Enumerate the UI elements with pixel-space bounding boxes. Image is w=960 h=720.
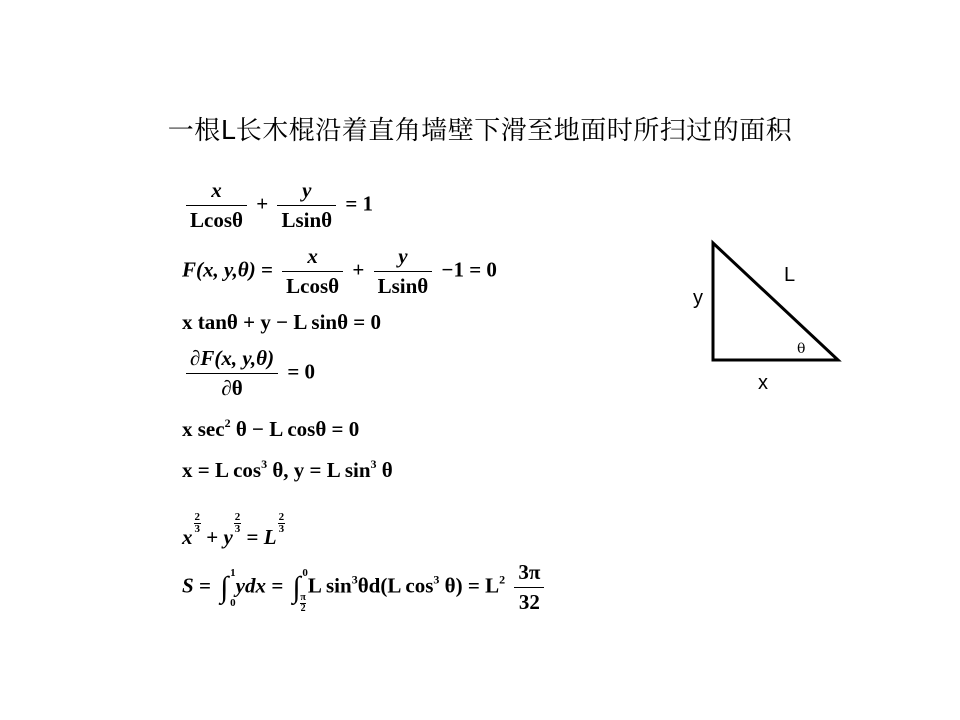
lower-limit-den: 2 — [300, 602, 306, 614]
label-x: x — [758, 372, 768, 394]
integrand: ydx = — [235, 573, 284, 598]
exp-num: 2 — [234, 511, 241, 523]
denominator: Lcosθ — [286, 274, 340, 298]
lower-limit: 0 — [230, 596, 236, 609]
equation-3: x tanθ + y − L sinθ = 0 — [182, 310, 382, 334]
denominator: Lsinθ — [281, 208, 333, 232]
exp-den: 3 — [194, 523, 200, 535]
triangle-svg — [690, 235, 850, 375]
equation-5 — [182, 416, 359, 442]
rhs: = 0 — [287, 359, 316, 384]
denominator: ∂θ — [221, 376, 243, 400]
integrand: L sin — [307, 573, 352, 598]
integral-sign: ∫ 0 $\frac{\pi}{2}$ — [292, 566, 308, 614]
operator: = — [241, 525, 264, 549]
label-L: L — [784, 264, 796, 286]
equation-2 — [182, 244, 497, 299]
upper-limit: 0 — [302, 566, 308, 579]
eq5-part: x sec — [182, 417, 225, 441]
fraction — [282, 244, 343, 299]
slide-title: 一根L长木棍沿着直角墙壁下滑至地面时所扫过的面积 — [167, 116, 793, 146]
rhs: = 1 — [345, 191, 374, 216]
integrand: θ) = L — [439, 573, 500, 598]
eq6-part: θ, y = L sin — [267, 458, 371, 482]
lhs: F(x, y,θ) = — [182, 257, 273, 282]
numerator: y — [374, 244, 433, 272]
integrand: θd(L cos — [357, 573, 434, 598]
exp-num: 2 — [194, 511, 200, 523]
exponent-fraction — [194, 512, 202, 535]
fraction — [514, 560, 544, 615]
lower-limit-num: π — [300, 591, 306, 603]
var-x: x — [182, 525, 193, 549]
fraction — [277, 178, 336, 233]
exponent-fraction — [278, 512, 286, 535]
exp-den: 3 — [234, 523, 241, 535]
numerator: y — [277, 178, 336, 206]
equation-4 — [182, 346, 315, 401]
fraction — [374, 244, 433, 299]
exp-den: 3 — [278, 523, 285, 535]
operator: + — [201, 525, 224, 549]
superscript: 3 — [370, 457, 377, 471]
numerator: x — [282, 244, 343, 272]
right-triangle — [713, 243, 838, 360]
superscript: 3 — [261, 457, 268, 471]
numerator: x — [186, 178, 247, 206]
operator: + — [352, 257, 365, 282]
exp-num: 2 — [278, 511, 285, 523]
superscript: 2 — [224, 416, 231, 430]
denominator: 32 — [518, 590, 540, 614]
numerator: 3π — [514, 560, 544, 588]
denominator: Lcosθ — [190, 208, 243, 232]
lower-limit — [300, 593, 305, 614]
fraction — [186, 178, 247, 233]
fraction — [186, 346, 278, 401]
equation-1 — [182, 178, 373, 233]
lhs: S = — [182, 573, 211, 598]
upper-limit: 1 — [230, 566, 236, 579]
var-y: y — [223, 525, 233, 549]
eq6-part: x = L cos — [182, 458, 262, 482]
rhs: −1 = 0 — [441, 257, 497, 282]
equation-8 — [182, 560, 548, 615]
integral-sign: ∫ 1 0 — [220, 566, 236, 609]
superscript: 3 — [351, 572, 358, 587]
superscript: 3 — [433, 572, 440, 587]
denominator: Lsinθ — [377, 274, 429, 298]
numerator: ∂F(x, y,θ) — [186, 346, 278, 374]
eq6-part: θ — [376, 458, 393, 482]
triangle-diagram — [690, 235, 850, 380]
equation-7 — [182, 512, 285, 550]
equation-6 — [182, 457, 393, 483]
label-y: y — [693, 287, 703, 309]
eq5-part: θ − L cosθ = 0 — [230, 417, 360, 441]
label-theta: θ — [797, 341, 806, 357]
var-L: L — [263, 525, 277, 549]
superscript: 2 — [499, 572, 506, 587]
operator: + — [256, 191, 269, 216]
